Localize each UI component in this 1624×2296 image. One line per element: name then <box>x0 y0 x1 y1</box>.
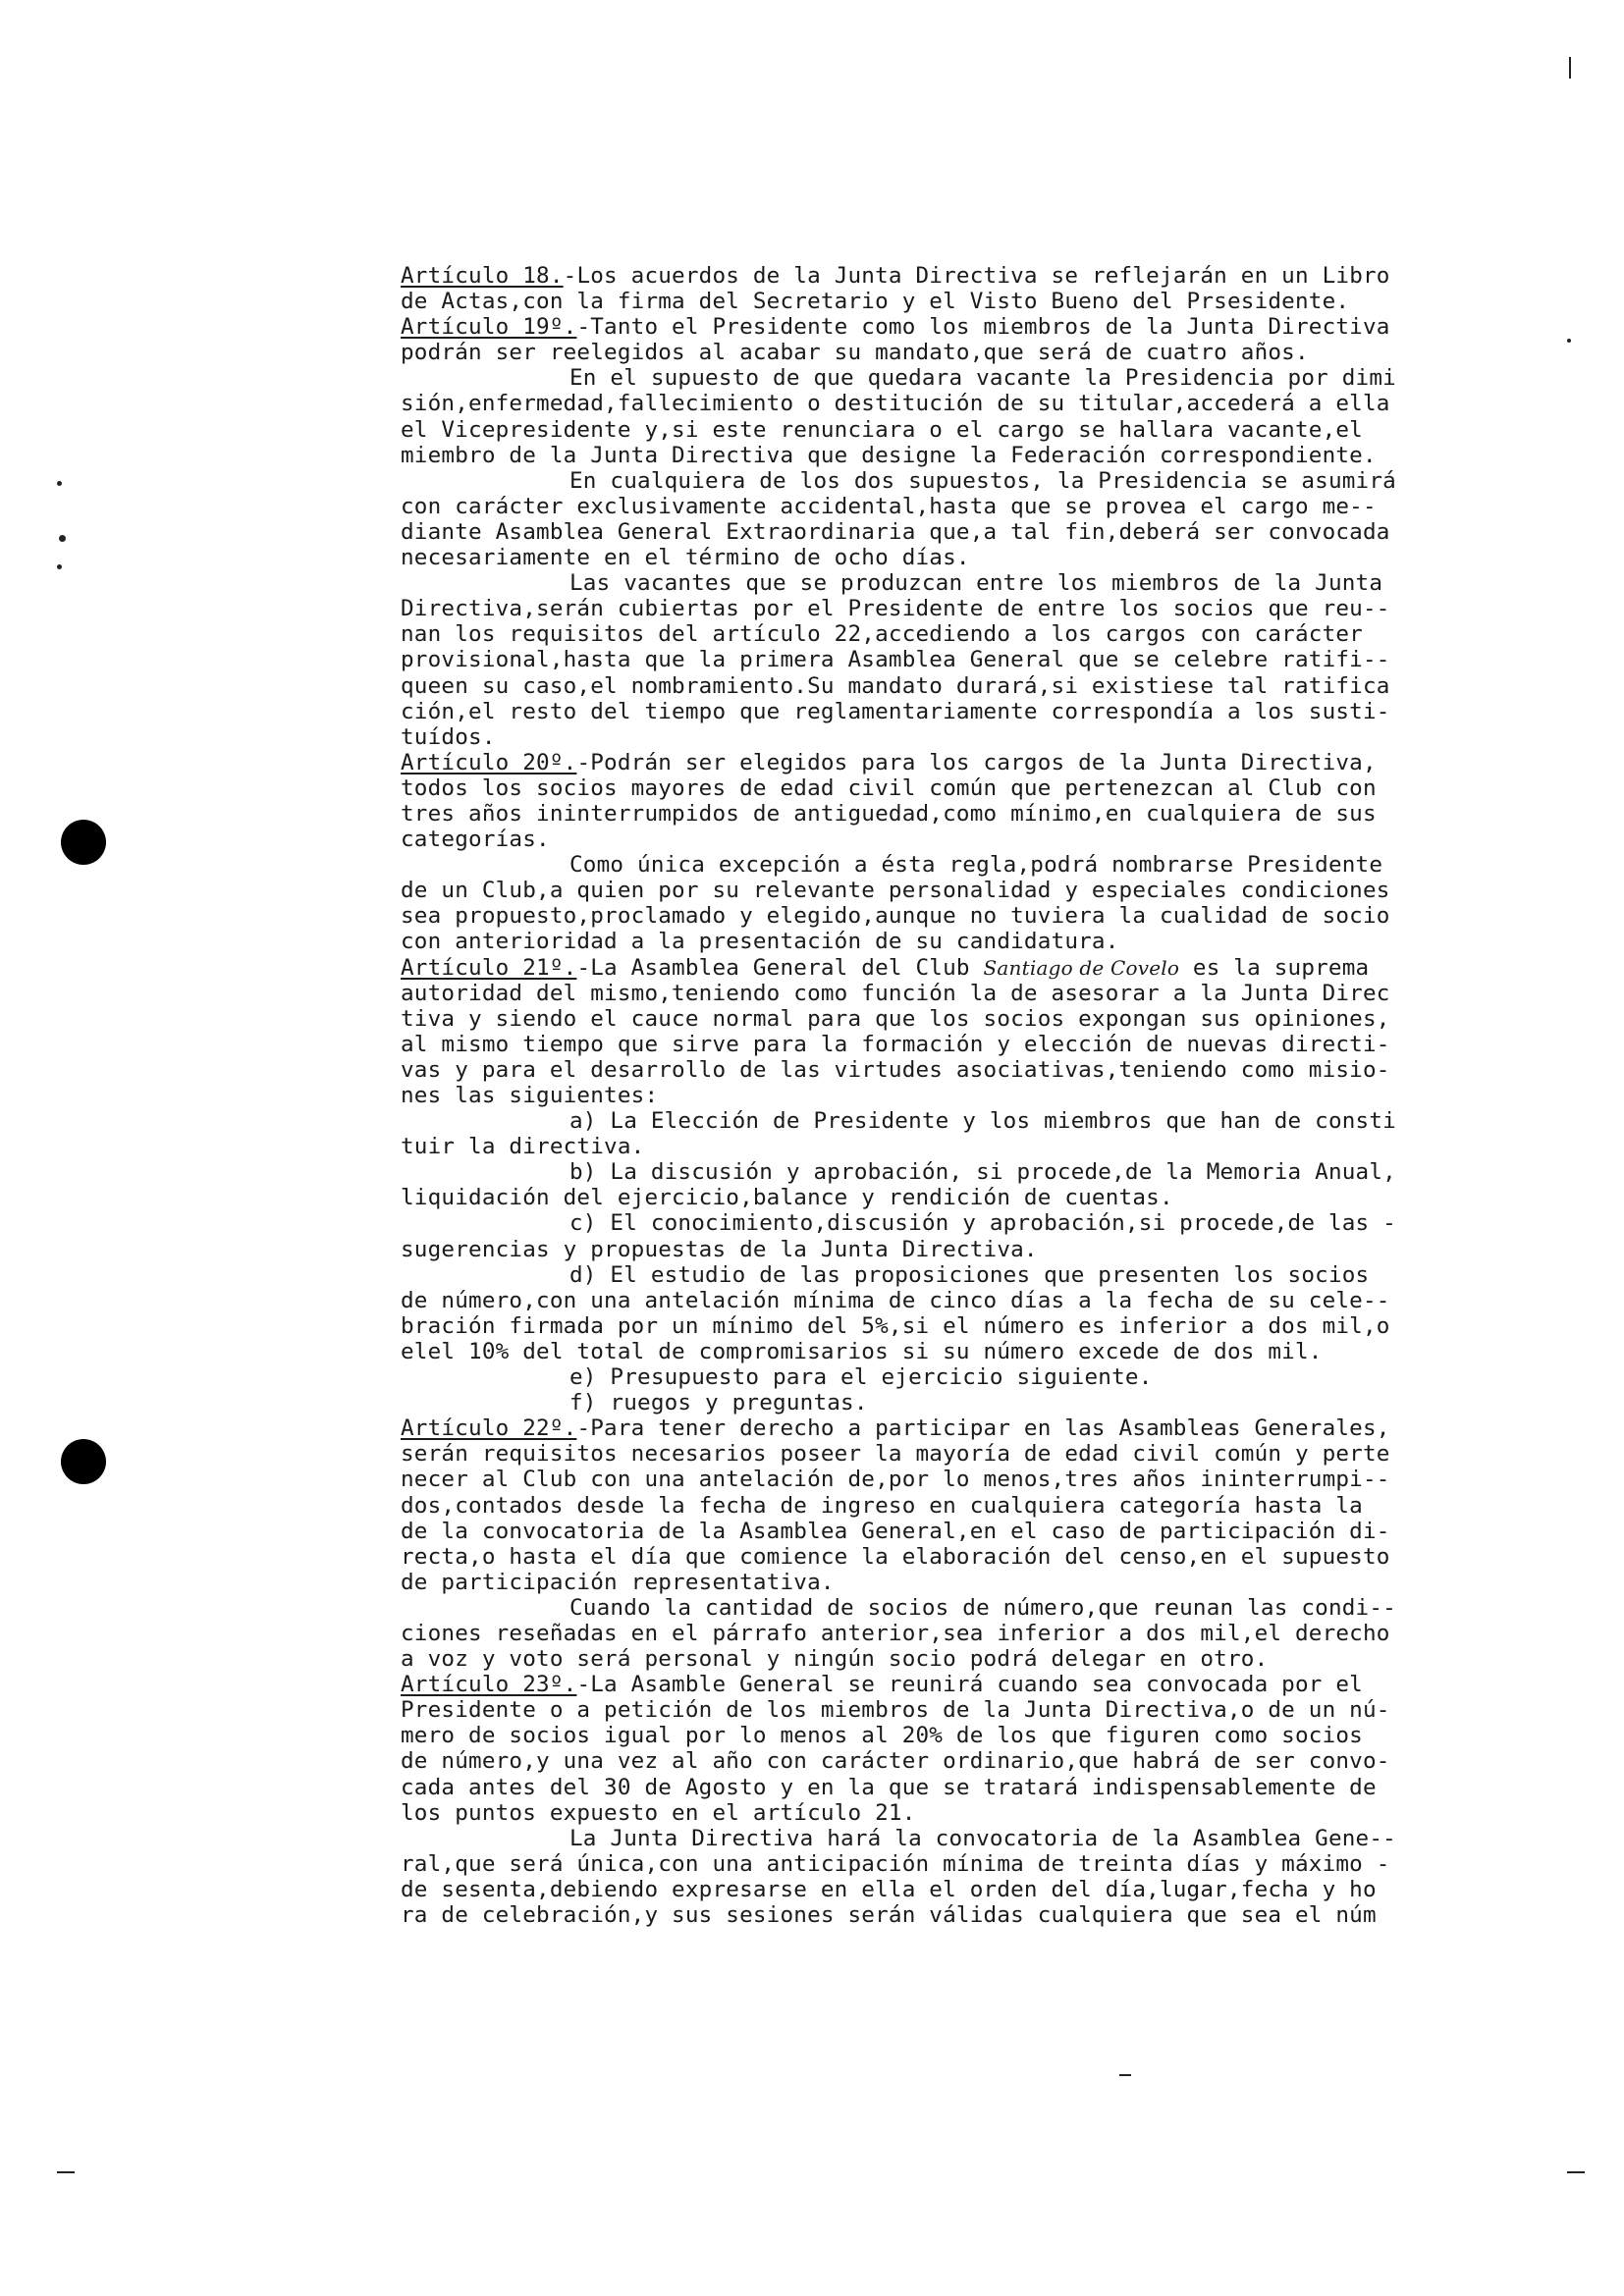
text-line <box>401 903 1422 929</box>
line-text: diante Asamblea General Extraordinaria que,a tal fin,deberá ser convocada <box>401 518 1390 545</box>
line-text: nan los requisitos del artículo 22,accediendo a los cargos con carácter <box>401 621 1363 648</box>
text-line <box>401 570 1422 596</box>
text-line <box>401 1390 1422 1415</box>
text-line <box>401 596 1422 621</box>
line-text-after: es la suprema <box>1179 954 1370 981</box>
article-number: Artículo 22º. <box>401 1415 577 1442</box>
line-text: tiva y siendo el cauce normal para que los socios expongan sus opiniones, <box>401 1005 1390 1032</box>
line-text: c) El conocimiento,discusión y aprobación,si procede,de las - <box>569 1210 1396 1237</box>
article-heading-line <box>401 263 1422 289</box>
text-line <box>401 621 1422 647</box>
line-text: mero de socios igual por lo menos al 20% de los que figuren como socios <box>401 1723 1363 1749</box>
line-text: -La Asamble General se reunirá cuando sea convocada por el <box>576 1672 1363 1698</box>
text-line <box>401 981 1422 1006</box>
text-line <box>401 1902 1422 1928</box>
text-line <box>401 724 1422 750</box>
line-text: En cualquiera de los dos supuestos, la Presidencia se asumirá <box>569 467 1396 494</box>
line-text: de participación representativa. <box>401 1569 835 1595</box>
scan-mark <box>1569 57 1571 79</box>
scan-mark <box>1119 2074 1131 2076</box>
text-line <box>401 468 1422 494</box>
line-text: de número,y una vez al año con carácter ordinario,que habrá de ser convo- <box>401 1748 1390 1775</box>
line-text: autoridad del mismo,teniendo como función la de asesorar a la Junta Direc <box>401 980 1390 1006</box>
text-line <box>401 1237 1422 1262</box>
text-line <box>401 545 1422 570</box>
text-line <box>401 1134 1422 1159</box>
scan-speck <box>57 481 62 486</box>
text-line <box>401 519 1422 545</box>
line-text: sugerencias y propuestas de la Junta Directiva. <box>401 1236 1038 1262</box>
line-text: de un Club,a quien por su relevante personalidad y especiales condiciones <box>401 878 1390 904</box>
line-text: a) La Elección de Presidente y los miembros que han de consti <box>569 1108 1396 1135</box>
text-line <box>401 1621 1422 1646</box>
text-line <box>401 1519 1422 1544</box>
line-text: tuídos. <box>401 723 496 750</box>
text-line <box>401 1544 1422 1570</box>
line-text: categorías. <box>401 827 550 853</box>
text-line <box>401 340 1422 365</box>
text-line <box>401 1006 1422 1032</box>
text-line <box>401 1467 1422 1492</box>
line-text: todos los socios mayores de edad civil común que pertenezcan al Club con <box>401 774 1377 801</box>
text-line <box>401 1748 1422 1774</box>
line-text: Presidente o a petición de los miembros de la Junta Directiva,o de un nú- <box>401 1697 1390 1724</box>
text-line <box>401 775 1422 801</box>
line-text: sión,enfermedad,fallecimiento o destitución de su titular,accederá a ella <box>401 391 1390 417</box>
text-line <box>401 929 1422 954</box>
line-text: En el supuesto de que quedara vacante la Presidencia por dimi <box>569 365 1396 392</box>
line-text: -Podrán ser elegidos para los cargos de la Junta Directiva, <box>576 749 1377 775</box>
text-line <box>401 391 1422 416</box>
article-number: Artículo 18. <box>401 263 564 289</box>
line-text: de Actas,con la firma del Secretario y el Visto Bueno del Prsesidente. <box>401 289 1350 315</box>
line-text: ra de celebración,y sus sesiones serán válidas cualquiera que sea el núm <box>401 1902 1377 1928</box>
scan-mark <box>57 2171 75 2173</box>
text-line <box>401 1185 1422 1210</box>
line-text: Las vacantes que se produzcan entre los miembros de la Junta <box>569 570 1383 597</box>
line-text: los puntos expuesto en el artículo 21. <box>401 1799 916 1826</box>
text-line <box>401 1570 1422 1595</box>
line-text: liquidación del ejercicio,balance y rendición de cuentas. <box>401 1185 1173 1211</box>
text-line <box>401 1210 1422 1236</box>
text-line <box>401 365 1422 391</box>
text-line <box>401 699 1422 724</box>
line-text: ciones reseñadas en el párrafo anterior,sea inferior a dos mil,el derecho <box>401 1620 1390 1646</box>
text-line <box>401 1364 1422 1390</box>
text-line <box>401 1851 1422 1877</box>
text-line <box>401 1441 1422 1467</box>
line-text: podrán ser reelegidos al acabar su mandato,que será de cuatro años. <box>401 340 1309 366</box>
line-text: tuir la directiva. <box>401 1134 645 1160</box>
line-text: cada antes del 30 de Agosto y en la que se tratará indispensablemente de <box>401 1774 1377 1800</box>
line-text: elel 10% del total de compromisarios si su número excede de dos mil. <box>401 1338 1323 1364</box>
line-text: -Para tener derecho a participar en las Asambleas Generales, <box>576 1415 1390 1442</box>
line-text: necesariamente en el término de ocho días. <box>401 545 970 571</box>
text-line <box>401 1262 1422 1288</box>
text-line <box>401 1313 1422 1339</box>
text-line <box>401 1800 1422 1826</box>
article-number: Artículo 20º. <box>401 749 577 775</box>
line-text: miembro de la Junta Directiva que designe la Federación correspondiente. <box>401 442 1377 468</box>
text-line <box>401 1083 1422 1108</box>
text-line <box>401 417 1422 443</box>
article-heading-line <box>401 1672 1422 1697</box>
line-text: tres años ininterrumpidos de antiguedad,como mínimo,en cualquiera de sus <box>401 800 1377 827</box>
line-text: b) La discusión y aprobación, si procede,de la Memoria Anual, <box>569 1159 1396 1186</box>
text-line <box>401 1723 1422 1748</box>
article-number: Artículo 23º. <box>401 1672 577 1698</box>
line-text: de número,con una antelación mínima de cinco días a la fecha de su cele-- <box>401 1287 1390 1313</box>
text-line <box>401 1057 1422 1083</box>
text-line <box>401 443 1422 468</box>
text-line <box>401 1288 1422 1313</box>
line-text: bración firmada por un mínimo del 5%,si el número es inferior a dos mil,o <box>401 1312 1390 1339</box>
line-text: Como única excepción a ésta regla,podrá nombrarse Presidente <box>569 852 1383 879</box>
line-text: con carácter exclusivamente accidental,hasta que se provea el cargo me-- <box>401 493 1377 519</box>
text-line <box>401 1032 1422 1057</box>
line-text: ción,el resto del tiempo que reglamentariamente correspondía a los susti- <box>401 698 1390 724</box>
text-line <box>401 801 1422 827</box>
article-heading-line <box>401 955 1422 981</box>
text-line <box>401 852 1422 878</box>
text-line <box>401 1826 1422 1851</box>
article-heading-line <box>401 314 1422 340</box>
line-text: serán requisitos necesarios poseer la mayoría de edad civil común y perte <box>401 1441 1390 1468</box>
line-text: nes las siguientes: <box>401 1083 659 1108</box>
handwritten-club-name: Santiago de Covelo <box>983 955 1180 980</box>
line-text: d) El estudio de las proposiciones que presenten los socios <box>569 1261 1370 1288</box>
scan-speck <box>57 564 62 569</box>
line-text: de la convocatoria de la Asamblea General,en el caso de participación di- <box>401 1518 1390 1544</box>
scan-speck <box>1567 339 1571 343</box>
line-text: al mismo tiempo que sirve para la formación y elección de nuevas directi- <box>401 1031 1390 1057</box>
line-text: provisional,hasta que la primera Asamblea General que se celebre ratifi-- <box>401 647 1390 673</box>
text-line <box>401 1775 1422 1800</box>
line-text: con anterioridad a la presentación de su candidatura. <box>401 929 1119 955</box>
text-line <box>401 647 1422 672</box>
article-number: Artículo 21º. <box>401 954 577 981</box>
line-text: Directiva,serán cubiertas por el Presidente de entre los socios que reu-- <box>401 596 1390 622</box>
line-text: recta,o hasta el día que comience la elaboración del censo,en el supuesto <box>401 1543 1390 1570</box>
line-text: La Junta Directiva hará la convocatoria de la Asamblea Gene-- <box>569 1825 1396 1851</box>
text-line <box>401 827 1422 852</box>
article-heading-line <box>401 750 1422 775</box>
scan-mark <box>1567 2171 1585 2173</box>
text-line <box>401 878 1422 903</box>
text-line <box>401 1646 1422 1672</box>
text-line <box>401 1595 1422 1621</box>
text-line <box>401 1493 1422 1519</box>
line-text: queen su caso,el nombramiento.Su mandato durará,si existiese tal ratifica <box>401 672 1390 699</box>
text-line <box>401 494 1422 519</box>
line-text: f) ruegos y preguntas. <box>569 1390 868 1416</box>
line-text: -Tanto el Presidente como los miembros de la Junta Directiva <box>576 314 1390 341</box>
text-line <box>401 1339 1422 1364</box>
line-text: -Los acuerdos de la Junta Directiva se reflejarán en un Libro <box>563 263 1390 289</box>
line-text: dos,contados desde la fecha de ingreso en cualquiera categoría hasta la <box>401 1492 1363 1519</box>
line-text: necer al Club con una antelación de,por lo menos,tres años ininterrumpi-- <box>401 1467 1390 1493</box>
document-body <box>401 263 1422 1928</box>
line-text: el Vicepresidente y,si este renunciara o el cargo se hallara vacante,el <box>401 416 1363 443</box>
line-text: ral,que será única,con una anticipación mínima de treinta días y máximo - <box>401 1850 1390 1877</box>
text-line <box>401 1108 1422 1134</box>
scan-speck <box>59 535 66 542</box>
line-text: Cuando la cantidad de socios de número,que reunan las condi-- <box>569 1594 1396 1621</box>
text-line <box>401 1877 1422 1902</box>
text-line <box>401 1697 1422 1723</box>
article-heading-line <box>401 1415 1422 1441</box>
punch-hole-bottom <box>61 1439 106 1484</box>
line-text: a voz y voto será personal y ningún socio podrá delegar en otro. <box>401 1646 1269 1673</box>
line-text: sea propuesto,proclamado y elegido,aunque no tuviera la cualidad de socio <box>401 903 1390 930</box>
line-text: vas y para el desarrollo de las virtudes asociativas,teniendo como misio- <box>401 1056 1390 1083</box>
line-text: -La Asamblea General del Club <box>576 954 984 981</box>
text-line <box>401 1159 1422 1185</box>
line-text: e) Presupuesto para el ejercicio siguiente. <box>569 1364 1153 1391</box>
article-number: Artículo 19º. <box>401 314 577 341</box>
text-line <box>401 289 1422 314</box>
punch-hole-top <box>61 820 106 865</box>
line-text: de sesenta,debiendo expresarse en ella el orden del día,lugar,fecha y ho <box>401 1876 1377 1902</box>
text-line <box>401 673 1422 699</box>
